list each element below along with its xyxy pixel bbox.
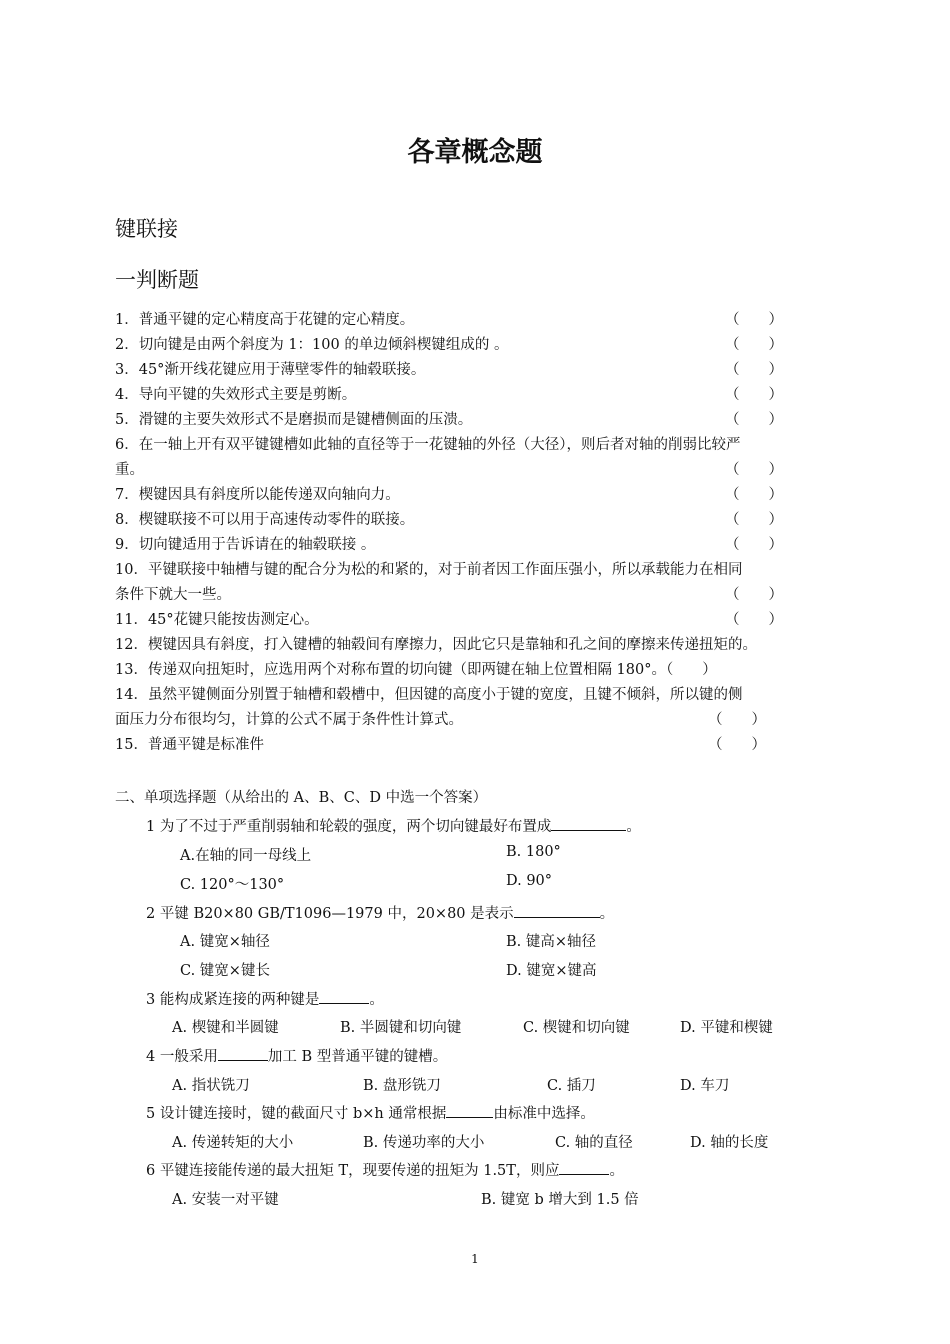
mc-q3-option-d: D. 平键和楔键 xyxy=(680,1020,773,1036)
tf-item-4: 4．导向平键的失效形式主要是剪断。 xyxy=(115,387,357,403)
page-number: 1 xyxy=(471,1252,479,1266)
answer-blank xyxy=(218,1046,268,1061)
tf-item-8: 8．楔键联接不可以用于高速传动零件的联接。 xyxy=(115,512,415,528)
mc-q1-option-c: C. 120°～130° xyxy=(180,877,285,893)
tf-item-6: 6．在一轴上开有双平键键槽如此轴的直径等于一花键轴的外径（大径），则后者对轴的削弱比较严 xyxy=(115,437,741,453)
mc-q3-stem: 3 能构成紧连接的两种键是 。 xyxy=(146,988,384,1009)
tf-item-12: 12．楔键因具有斜度，打入键槽的轴毂间有摩擦力，因此它只是靠轴和孔之间的摩擦来传递扭矩的。 xyxy=(115,637,757,653)
answer-blank xyxy=(559,1160,609,1175)
mc-q6-option-a: A. 安装一对平键 xyxy=(172,1192,279,1208)
tf-item-10: 10．平键联接中轴槽与键的配合分为松的和紧的，对于前者因工作面压强小，所以承载能力在相同 xyxy=(115,562,743,578)
tf-answer-9: （ ） xyxy=(725,537,783,553)
answer-blank xyxy=(514,903,600,918)
answer-blank xyxy=(319,989,369,1004)
mc-q5-option-b: B. 传递功率的大小 xyxy=(363,1135,485,1151)
tf-answer-10: （ ） xyxy=(725,587,783,603)
mc-q5-stem: 5 设计键连接时，键的截面尺寸 b×h 通常根据 由标准中选择。 xyxy=(146,1102,595,1123)
tf-item-7: 7．楔键因具有斜度所以能传递双向轴向力。 xyxy=(115,487,400,503)
tf-item-14: 14．虽然平键侧面分别置于轴槽和毂槽中，但因键的高度小于键的宽度，且键不倾斜，所以键的侧 xyxy=(115,687,743,703)
tf-item-3: 3．45°渐开线花键应用于薄壁零件的轴毂联接。 xyxy=(115,362,426,378)
tf-answer-6: （ ） xyxy=(725,462,783,478)
mc-q6-option-b: B. 键宽 b 增大到 1.5 倍 xyxy=(481,1192,639,1208)
tf-item-5: 5．滑键的主要失效形式不是磨损而是键槽侧面的压溃。 xyxy=(115,412,473,428)
mc-q2-option-c: C. 键宽×键长 xyxy=(180,963,270,979)
tf-item-14-cont: 面压力分布很均匀，计算的公式不属于条件性计算式。 xyxy=(115,712,463,728)
mc-q4-option-b: B. 盘形铣刀 xyxy=(363,1078,441,1094)
mc-q1-stem: 1 为了不过于严重削弱轴和轮毂的强度，两个切向键最好布置成 。 xyxy=(146,815,641,836)
tf-answer-14: （ ） xyxy=(708,712,766,728)
mc-q4-option-a: A. 指状铣刀 xyxy=(172,1078,250,1094)
tf-item-1: 1．普通平键的定心精度高于花键的定心精度。 xyxy=(115,312,415,328)
mc-q2-option-b: B. 键高×轴径 xyxy=(506,934,597,950)
mc-q3-option-b: B. 半圆键和切向键 xyxy=(340,1020,462,1036)
mc-q1-option-b: B. 180° xyxy=(506,844,561,860)
tf-answer-7: （ ） xyxy=(725,487,783,503)
mc-q1-option-d: D. 90° xyxy=(506,873,553,889)
tf-answer-5: （ ） xyxy=(725,412,783,428)
tf-answer-11: （ ） xyxy=(725,612,783,628)
tf-item-15: 15．普通平键是标准件 xyxy=(115,737,264,753)
tf-answer-3: （ ） xyxy=(725,362,783,378)
tf-item-9: 9．切向键适用于告诉请在的轴毂联接 。 xyxy=(115,537,376,553)
mc-q4-option-d: D. 车刀 xyxy=(680,1078,730,1094)
tf-answer-15: （ ） xyxy=(708,737,766,753)
tf-answer-2: （ ） xyxy=(725,337,783,353)
page-title: 各章概念题 xyxy=(407,137,543,168)
tf-item-10-cont: 条件下就大一些。 xyxy=(115,587,231,603)
mc-q2-option-a: A. 键宽×轴径 xyxy=(180,934,270,950)
mc-q2-stem: 2 平键 B20×80 GB/T1096—1979 中，20×80 是表示 。 xyxy=(146,902,614,923)
part2-heading: 二、单项选择题（从给出的 A、B、C、D 中选一个答案） xyxy=(115,790,488,806)
tf-answer-1: （ ） xyxy=(725,312,783,328)
mc-q5-option-a: A. 传递转矩的大小 xyxy=(172,1135,294,1151)
answer-blank xyxy=(446,1103,493,1118)
mc-q2-option-d: D. 键宽×键高 xyxy=(506,963,597,979)
tf-answer-4: （ ） xyxy=(725,387,783,403)
tf-item-11: 11．45°花键只能按齿测定心。 xyxy=(115,612,319,628)
mc-q4-stem: 4 一般采用 加工 B 型普通平键的键槽。 xyxy=(146,1045,447,1066)
tf-item-6-cont: 重。 xyxy=(115,462,144,478)
mc-q5-option-c: C. 轴的直径 xyxy=(555,1135,633,1151)
mc-q3-option-a: A. 楔键和半圆键 xyxy=(172,1020,279,1036)
tf-answer-8: （ ） xyxy=(725,512,783,528)
part1-heading: 一判断题 xyxy=(115,268,199,292)
section-heading: 键联接 xyxy=(115,217,178,241)
tf-item-13: 13．传递双向扭矩时，应选用两个对称布置的切向键（即两键在轴上位置相隔 180°。（ ） xyxy=(115,662,717,678)
mc-q6-stem: 6 平键连接能传递的最大扭矩 T，现要传递的扭矩为 1.5T，则应 。 xyxy=(146,1159,624,1180)
mc-q3-option-c: C. 楔键和切向键 xyxy=(523,1020,630,1036)
answer-blank xyxy=(551,816,626,831)
mc-q5-option-d: D. 轴的长度 xyxy=(690,1135,769,1151)
mc-q1-option-a: A.在轴的同一母线上 xyxy=(180,848,312,864)
tf-item-2: 2．切向键是由两个斜度为 1：100 的单边倾斜楔键组成的 。 xyxy=(115,337,509,353)
mc-q4-option-c: C. 插刀 xyxy=(547,1078,596,1094)
